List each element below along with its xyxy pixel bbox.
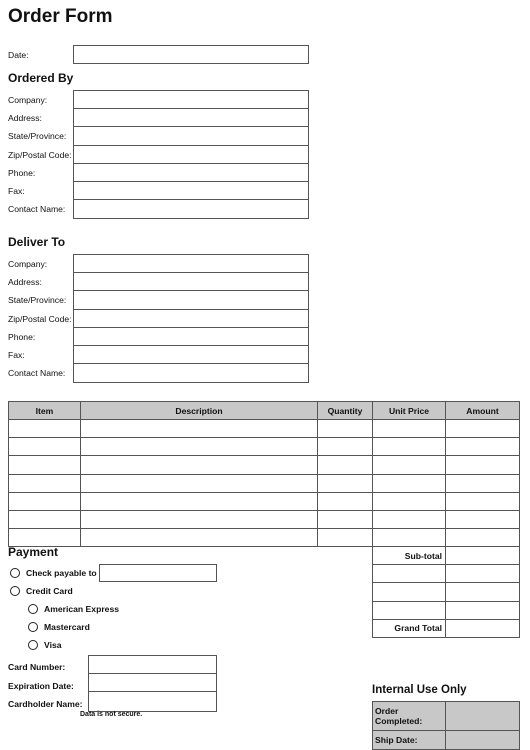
deliver-to-fields xyxy=(73,254,309,383)
totals-blank-row xyxy=(373,601,520,619)
subtotal-row xyxy=(373,547,520,565)
deliver-to-fax-field[interactable] xyxy=(74,346,308,364)
item-cell[interactable] xyxy=(9,510,81,528)
quantity-cell[interactable] xyxy=(318,474,373,492)
page-title: Order Form xyxy=(8,6,113,27)
ordered-by-fields xyxy=(73,90,309,219)
visa-radio[interactable] xyxy=(28,640,38,650)
ship-date-label: Ship Date: xyxy=(373,731,446,750)
check-radio[interactable] xyxy=(10,568,20,578)
item-cell[interactable] xyxy=(9,456,81,474)
amount-cell[interactable] xyxy=(446,492,520,510)
security-note: Data is not secure. xyxy=(80,711,143,718)
deliver-to-phone-field[interactable] xyxy=(74,328,308,346)
internal-use-heading: Internal Use Only xyxy=(372,684,467,696)
payment-heading: Payment xyxy=(8,545,59,559)
credit-card-label: Credit Card xyxy=(26,586,73,596)
credit-card-radio[interactable] xyxy=(10,586,20,596)
check-label: Check payable to xyxy=(26,568,97,578)
totals-blank-value[interactable] xyxy=(446,565,520,583)
deliver-to-address-field[interactable] xyxy=(74,273,308,291)
amount-cell[interactable] xyxy=(446,420,520,438)
amount-cell[interactable] xyxy=(446,438,520,456)
column-header-amount: Amount xyxy=(446,402,520,420)
amount-cell[interactable] xyxy=(446,456,520,474)
mastercard-radio[interactable] xyxy=(28,622,38,632)
unit-price-cell[interactable] xyxy=(373,474,446,492)
unit-price-cell[interactable] xyxy=(373,529,446,547)
order-completed-label: Order Completed: xyxy=(373,702,446,731)
quantity-cell[interactable] xyxy=(318,456,373,474)
description-cell[interactable] xyxy=(81,438,318,456)
order-completed-field[interactable] xyxy=(446,702,520,731)
ordered-by-fax-label: Fax: xyxy=(8,185,25,196)
deliver-to-zip-field[interactable] xyxy=(74,310,308,328)
quantity-cell[interactable] xyxy=(318,492,373,510)
deliver-to-contact-field[interactable] xyxy=(74,364,308,382)
deliver-to-labels xyxy=(8,255,72,382)
quantity-cell[interactable] xyxy=(318,510,373,528)
table-row xyxy=(9,510,520,528)
quantity-cell[interactable] xyxy=(318,438,373,456)
date-label: Date: xyxy=(8,50,29,60)
deliver-to-state-label: State/Province: xyxy=(8,295,67,306)
table-row xyxy=(9,492,520,510)
description-cell[interactable] xyxy=(81,474,318,492)
description-cell[interactable] xyxy=(81,420,318,438)
american-express-radio[interactable] xyxy=(28,604,38,614)
ordered-by-address-field[interactable] xyxy=(74,109,308,127)
ordered-by-zip-label: Zip/Postal Code: xyxy=(8,149,72,160)
cardholder-name-field[interactable] xyxy=(89,692,216,710)
description-cell[interactable] xyxy=(81,529,318,547)
amount-cell[interactable] xyxy=(446,474,520,492)
item-cell[interactable] xyxy=(9,420,81,438)
ordered-by-contact-label: Contact Name: xyxy=(8,204,66,215)
cardholder-name-label: Cardholder Name: xyxy=(8,699,83,709)
table-row xyxy=(9,420,520,438)
amount-cell[interactable] xyxy=(446,529,520,547)
card-fields xyxy=(88,655,217,712)
ordered-by-contact-field[interactable] xyxy=(74,200,308,218)
deliver-to-company-field[interactable] xyxy=(74,255,308,273)
mastercard-label: Mastercard xyxy=(44,622,90,632)
items-header-row xyxy=(9,402,520,420)
totals-table xyxy=(372,546,520,638)
card-number-label: Card Number: xyxy=(8,662,66,672)
order-completed-row xyxy=(373,702,520,731)
column-header-unit-price: Unit Price xyxy=(373,402,446,420)
ordered-by-state-label: State/Province: xyxy=(8,131,67,142)
date-field[interactable] xyxy=(73,45,309,64)
ordered-by-fax-field[interactable] xyxy=(74,182,308,200)
deliver-to-address-label: Address: xyxy=(8,277,42,288)
amount-cell[interactable] xyxy=(446,510,520,528)
item-cell[interactable] xyxy=(9,492,81,510)
column-header-quantity: Quantity xyxy=(318,402,373,420)
totals-blank-label xyxy=(373,565,446,583)
totals-blank-value[interactable] xyxy=(446,583,520,601)
table-row xyxy=(9,438,520,456)
expiration-date-field[interactable] xyxy=(89,674,216,692)
deliver-to-zip-label: Zip/Postal Code: xyxy=(8,313,72,324)
american-express-label: American Express xyxy=(44,604,119,614)
ordered-by-phone-field[interactable] xyxy=(74,164,308,182)
quantity-cell[interactable] xyxy=(318,529,373,547)
totals-blank-value[interactable] xyxy=(446,601,520,619)
ordered-by-state-field[interactable] xyxy=(74,127,308,145)
description-cell[interactable] xyxy=(81,510,318,528)
totals-blank-label xyxy=(373,601,446,619)
unit-price-cell[interactable] xyxy=(373,438,446,456)
deliver-to-state-field[interactable] xyxy=(74,291,308,309)
ordered-by-zip-field[interactable] xyxy=(74,146,308,164)
table-row xyxy=(9,456,520,474)
subtotal-value[interactable] xyxy=(446,547,520,565)
description-cell[interactable] xyxy=(81,492,318,510)
deliver-to-company-label: Company: xyxy=(8,259,48,269)
items-table xyxy=(8,401,520,547)
item-cell[interactable] xyxy=(9,474,81,492)
grand-total-value[interactable] xyxy=(446,619,520,637)
totals-blank-label xyxy=(373,583,446,601)
grand-total-label: Grand Total xyxy=(373,619,446,637)
totals-blank-row xyxy=(373,583,520,601)
internal-use-table xyxy=(372,701,520,750)
table-row xyxy=(9,529,520,547)
quantity-cell[interactable] xyxy=(318,420,373,438)
column-header-item: Item xyxy=(9,402,81,420)
deliver-to-phone-label: Phone: xyxy=(8,331,36,342)
description-cell[interactable] xyxy=(81,456,318,474)
expiration-date-label: Expiration Date: xyxy=(8,681,74,691)
check-payable-field[interactable] xyxy=(99,564,217,582)
subtotal-label: Sub-total xyxy=(373,547,446,565)
deliver-to-contact-label: Contact Name: xyxy=(8,368,66,379)
deliver-to-heading: Deliver To xyxy=(8,235,66,249)
column-header-description: Description xyxy=(81,402,318,420)
totals-blank-row xyxy=(373,565,520,583)
ordered-by-heading: Ordered By xyxy=(8,71,74,85)
item-cell[interactable] xyxy=(9,438,81,456)
ordered-by-labels xyxy=(8,91,72,218)
unit-price-cell[interactable] xyxy=(373,456,446,474)
ordered-by-company-label: Company: xyxy=(8,95,48,105)
ship-date-row xyxy=(373,731,520,750)
unit-price-cell[interactable] xyxy=(373,510,446,528)
card-number-field[interactable] xyxy=(89,656,216,674)
grand-total-row xyxy=(373,619,520,637)
ordered-by-company-field[interactable] xyxy=(74,91,308,109)
unit-price-cell[interactable] xyxy=(373,492,446,510)
unit-price-cell[interactable] xyxy=(373,420,446,438)
table-row xyxy=(9,474,520,492)
visa-label: Visa xyxy=(44,640,62,650)
ship-date-field[interactable] xyxy=(446,731,520,750)
ordered-by-address-label: Address: xyxy=(8,113,42,124)
ordered-by-phone-label: Phone: xyxy=(8,167,36,178)
deliver-to-fax-label: Fax: xyxy=(8,349,25,360)
